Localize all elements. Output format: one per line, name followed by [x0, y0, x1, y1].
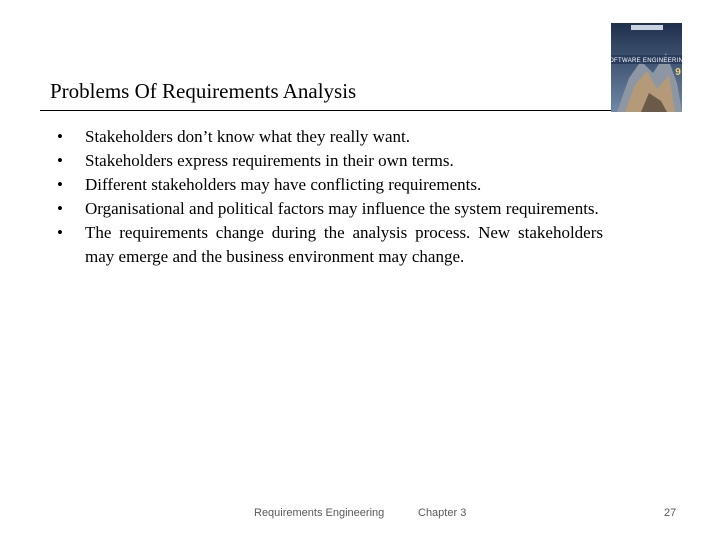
bullet-text: Stakeholders don’t know what they really want.	[85, 127, 410, 146]
bullet-text: Different stakeholders may have conflicting requirements.	[85, 175, 482, 194]
bullet-item	[57, 125, 603, 149]
footer-course-title: Requirements Engineering	[254, 507, 385, 519]
bullet-marker: •	[57, 199, 63, 218]
book-cover-image	[604, 23, 689, 112]
footer-page-number: 27	[664, 507, 677, 519]
title-divider	[40, 110, 612, 111]
bullet-list	[57, 125, 603, 269]
bullet-marker: •	[57, 151, 63, 170]
bullet-item	[57, 149, 603, 173]
bullet-text: Organisational and political factors may influence the system requirements.	[85, 199, 599, 218]
bullet-marker: •	[57, 127, 63, 146]
bullet-marker: •	[57, 175, 63, 194]
bullet-item	[57, 173, 603, 197]
bullet-item	[57, 197, 603, 221]
footer-chapter: Chapter 3	[418, 507, 467, 519]
bullet-text: The requirements change during the analysis process. New stakeholders may emerge and the business environment may change.	[85, 223, 603, 266]
svg-text:SOFTWARE ENGINEERING: SOFTWARE ENGINEERING	[604, 58, 689, 64]
bullet-marker: •	[57, 223, 63, 242]
svg-text:9: 9	[675, 67, 681, 78]
slide-title: Problems Of Requirements Analysis	[50, 79, 357, 103]
bullet-text: Stakeholders express requirements in their own terms.	[85, 151, 454, 170]
bullet-item	[57, 221, 603, 269]
